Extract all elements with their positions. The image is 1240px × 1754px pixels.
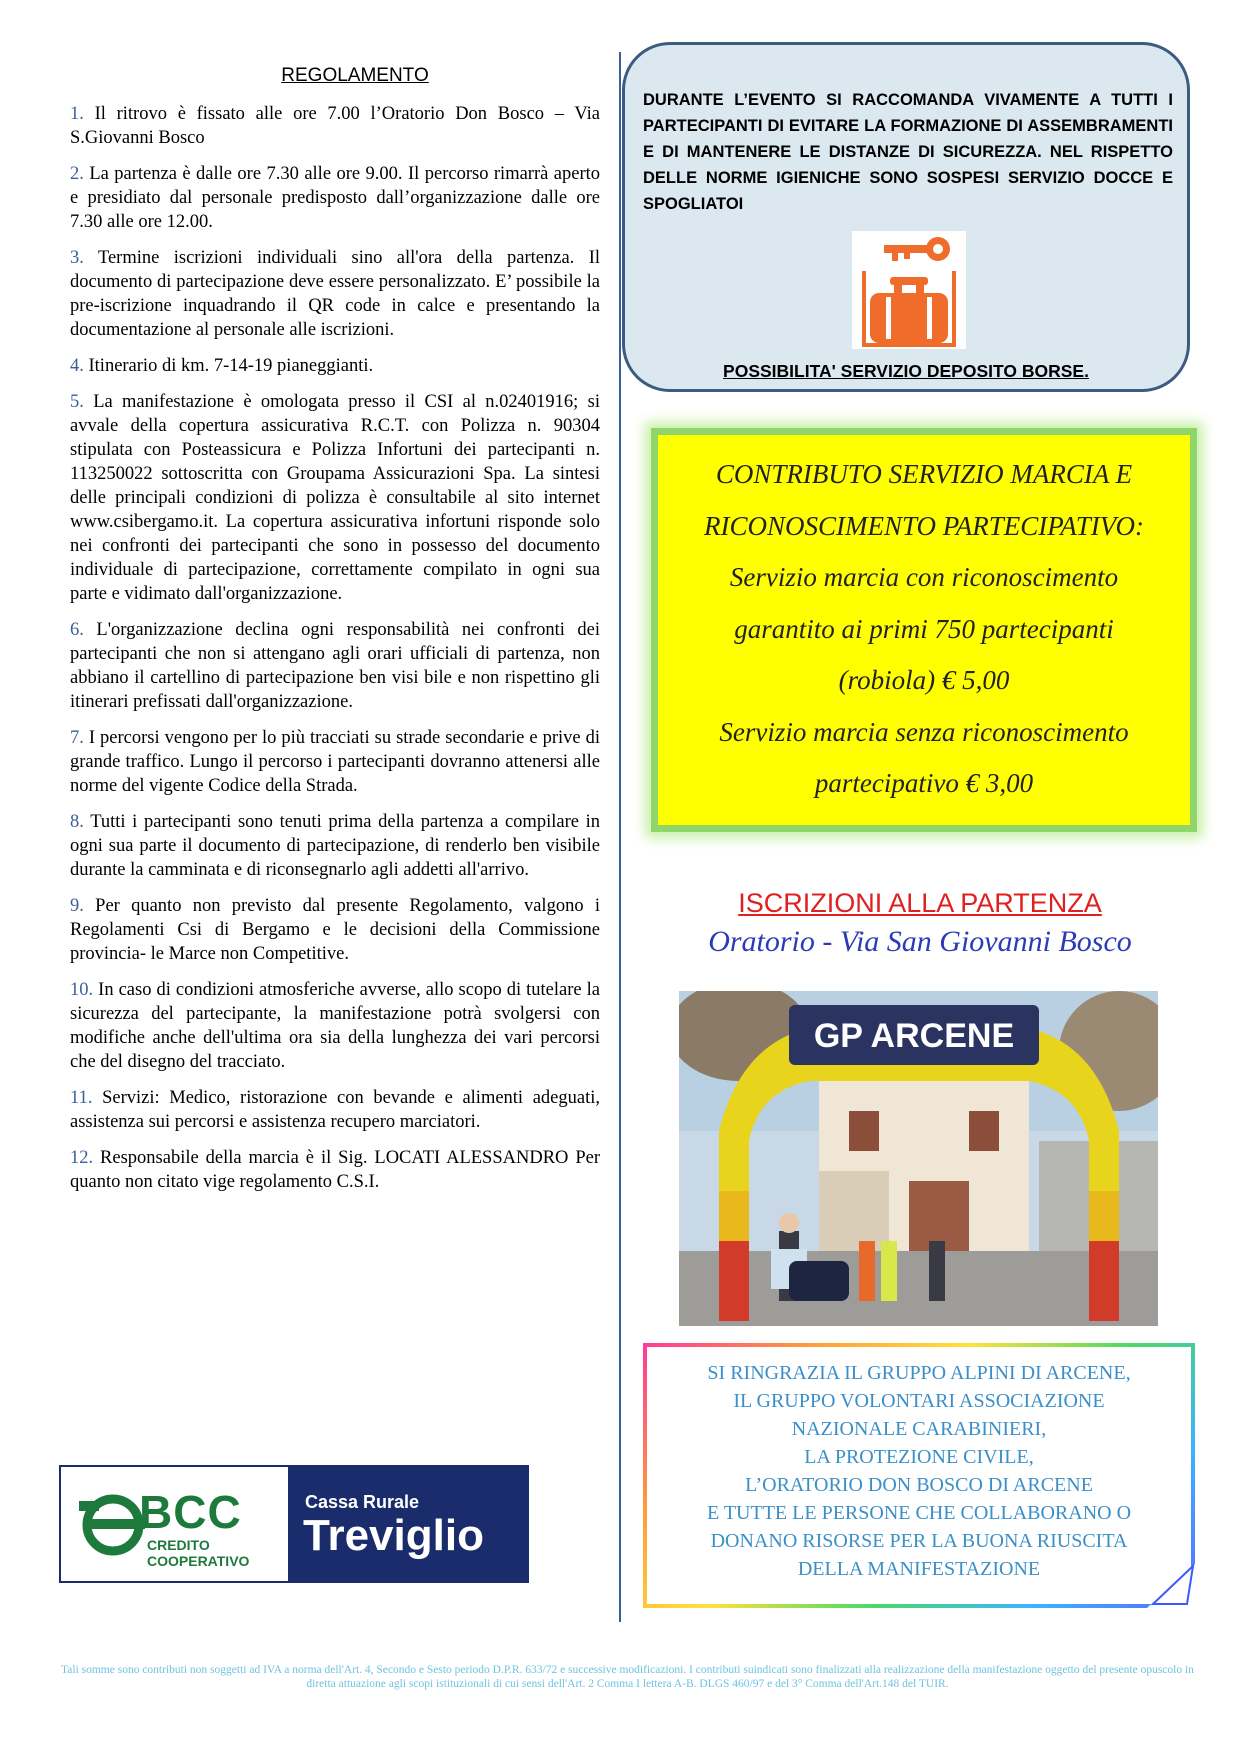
rule-text: Itinerario di km. 7-14-19 pianeggianti. [83,356,374,376]
thanks-line: E TUTTE LE PERSONE CHE COLLABORANO O [706,1502,1132,1524]
column-divider [619,52,621,1622]
rule-item [70,102,600,150]
covid-notice-box [622,42,1190,392]
rule-number: 10. [70,980,94,1000]
rule-text: La partenza è dalle ore 7.30 alle ore 9.00. Il percorso rimarrà aperto e presidiato dal personale predisposto dall’organizzazione dalle ore 7.30 alle ore 12.00. [70,164,600,232]
rule-number: 12. [70,1148,94,1168]
rule-number: 3. [70,248,84,268]
contribution-line: garantito ai primi 750 partecipanti [734,613,1114,644]
rule-text: In caso di condizioni atmosferiche avverse, allo scopo di tutelare la sicurezza del partecipante, la manifestazione potrà svolgersi con modifiche anche dell'ultima ora sia della lunghezza dei vari percorsi che del disegno del tracciato. [70,980,600,1072]
cassa-rurale-text: Cassa Rurale [305,1492,420,1512]
bcc-text: BCC [139,1486,242,1538]
rule-item [70,354,600,378]
thanks-line: LA PROTEZIONE CIVILE, [804,1446,1034,1468]
thanks-line: L’ORATORIO DON BOSCO DI ARCENE [745,1474,1093,1496]
footer-line-2: diretta attuazione agli scopi istituzionali di cui sensi dell'Art. 2 Comma I lettera A-B. DLGS 460/97 e del 3° Comma dell'Art.148 del TUIR. [306,1678,949,1690]
rule-text: Servizi: Medico, ristorazione con bevande e alimenti adeguati, assistenza sui percorsi e assistenza recupero marciatori. [70,1088,600,1132]
rule-text: L'organizzazione declina ogni responsabilità nei confronti dei partecipanti che non si attengano agli orari ufficiali di partenza, non abbiano il cartellino di partecipazione ben visi bile e non rispettino gli itinerari prefissati dall'organizzazione. [70,620,600,712]
rule-number: 9. [70,896,84,916]
thanks-line: SI RINGRAZIA IL GRUPPO ALPINI DI ARCENE, [707,1362,1131,1384]
thanks-box [643,1343,1195,1608]
rule-number: 5. [70,392,84,412]
registration-location: Oratorio - Via San Giovanni Bosco [708,925,1132,958]
rule-item [70,810,600,882]
rule-item [70,894,600,966]
regolamento-title: REGOLAMENTO [281,65,429,86]
rules-list [70,102,600,1194]
rule-item [70,726,600,798]
rule-item [70,246,600,342]
contribution-line: partecipativo € 3,00 [814,768,1034,798]
contribution-lines [658,449,1190,810]
rule-text: Il ritrovo è fissato alle ore 7.00 l’Oratorio Don Bosco – Via S.Giovanni Bosco [70,104,600,148]
rule-item [70,390,600,606]
rule-number: 11. [70,1088,93,1108]
rule-text: Responsabile della marcia è il Sig. LOCATI ALESSANDRO Per quanto non citato vige regolamento C.S.I. [70,1148,600,1192]
thanks-line: IL GRUPPO VOLONTARI ASSOCIAZIONE [733,1390,1105,1412]
rule-text: Tutti i partecipanti sono tenuti prima della partenza a compilare in ogni sua parte il documento di partecipazione, di renderlo ben visibile durante la camminata e di riconsegnarlo agli addetti all'arrivo. [70,812,600,880]
thanks-line: DELLA MANIFESTAZIONE [797,1558,1041,1580]
page-curl-icon [1147,1564,1195,1608]
start-arch-photo [679,991,1158,1326]
contribution-box [651,428,1197,832]
deposit-service-label: POSSIBILITA' SERVIZIO DEPOSITO BORSE. [723,361,1089,381]
contribution-line: Servizio marcia con riconoscimento [729,562,1119,592]
regolamento-section [70,64,600,1206]
rule-item [70,618,600,714]
rule-item [70,162,600,234]
rule-text: La manifestazione è omologata presso il CSI al n.02401916; si avvale della copertura assicurativa R.C.T. con Polizza n. 90304 stipulata con Posteassicura e Polizza Infortuni dei partecipanti n. 113250022 sottoscritta con Groupama Assicurazioni Spa. La sintesi delle principali condizioni di polizza è consultabile al sito internet www.csibergamo.it. La copertura assicurativa infortuni risponde solo nei confronti dei partecipanti che sono in possesso del documento individuale di partecipazione, correttamente compilato in ogni sua parte e vidimato dall'organizzazione. [70,392,600,604]
contribution-line: CONTRIBUTO SERVIZIO MARCIA E [715,459,1133,489]
bcc-treviglio-logo [59,1465,529,1583]
thanks-line: NAZIONALE CARABINIERI, [791,1418,1047,1440]
rule-text: I percorsi vengono per lo più tracciati su strade secondarie e prive di grande traffico. Lungo il percorso i partecipanti dovranno attenersi alle norme del vigente Codice della Strada. [70,728,600,796]
rule-text: Per quanto non previsto dal presente Regolamento, valgono i Regolamenti Csi di Bergamo e le decisioni della Commissione provincia- le Marce non Competitive. [70,896,600,964]
arch-banner-text: GP ARCENE [813,1017,1015,1055]
bcc-mark-icon [69,1467,149,1585]
contribution-line: Servizio marcia senza riconoscimento [719,716,1129,747]
rule-item [70,1086,600,1134]
rule-number: 8. [70,812,84,832]
rule-number: 7. [70,728,84,748]
thanks-line: DONANO RISORSE PER LA BUONA RIUSCITA [710,1530,1128,1552]
rule-number: 6. [70,620,84,640]
registration-section [640,888,1200,959]
contribution-line: (robiola) € 5,00 [838,665,1010,695]
rule-item [70,1146,600,1194]
tax-footer [40,1663,1215,1691]
rule-number: 4. [70,356,84,376]
treviglio-text: Treviglio [303,1511,484,1560]
bcc-logo-left [61,1467,288,1581]
treviglio-panel [288,1467,527,1581]
bcc-subtitle: CREDITO COOPERATIVO [147,1537,250,1569]
rule-number: 2. [70,164,84,184]
rule-text: Termine iscrizioni individuali sino all'ora della partenza. Il documento di partecipazione deve essere personalizzato. E’ possibile la pre-iscrizione inquadrando il QR code in calce e presentando la documentazione al personale alle iscrizioni. [70,248,600,340]
thanks-lines [647,1359,1191,1583]
notice-text: DURANTE L’EVENTO SI RACCOMANDA VIVAMENTE A TUTTI I PARTECIPANTI DI EVITARE LA FORMAZIONE DI ASSEMBRAMENTI E DI MANTENERE LE DISTANZE DI SICUREZZA. NEL RISPETTO DELLE NORME IGIENICHE SONO SOSPESI SERVIZIO DOCCE E SPOGLIATOI [643,91,1173,213]
rule-item [70,978,600,1074]
registration-title: ISCRIZIONI ALLA PARTENZA [738,888,1102,918]
footer-line-1: Tali somme sono contributi non soggetti ad IVA a norma dell'Art. 4, Secondo e Sesto periodo D.P.R. 633/72 e successive modificazioni. I contributi suindicati sono finalizzati alla realizzazione della manifestazione oggetto del presente opuscolo in [61,1664,1194,1676]
luggage-key-icon [852,231,966,349]
rule-number: 1. [70,104,84,124]
contribution-line: RICONOSCIMENTO PARTECIPATIVO: [704,510,1144,541]
